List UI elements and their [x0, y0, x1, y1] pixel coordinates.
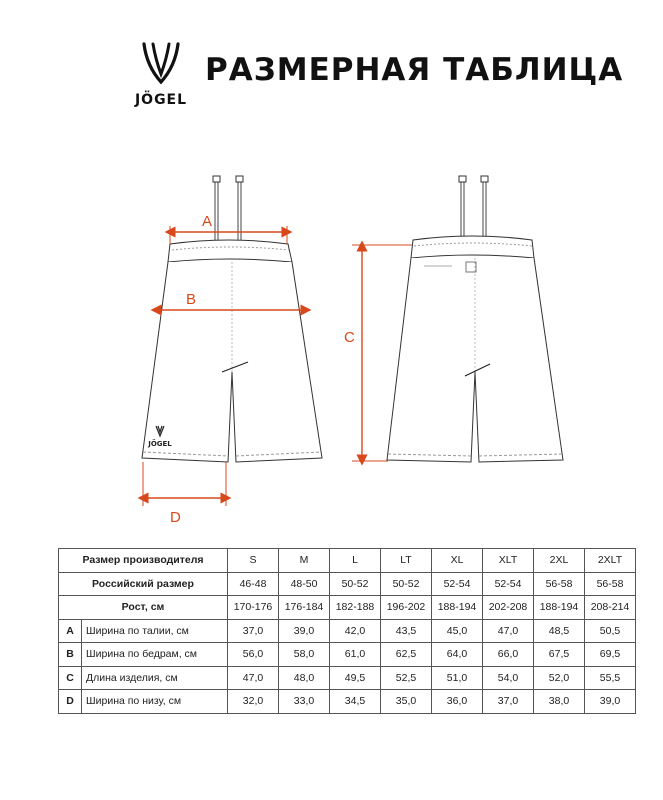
- size-header-cell: 2XLT: [585, 549, 636, 573]
- table-cell: 39,0: [279, 619, 330, 643]
- table-cell: 69,5: [585, 643, 636, 667]
- table-cell: 33,0: [279, 690, 330, 714]
- table-cell: 182-188: [330, 596, 381, 620]
- table-cell: 46-48: [228, 572, 279, 596]
- table-cell: 37,0: [228, 619, 279, 643]
- shorts-diagram: [0, 150, 663, 530]
- measure-label: Длина изделия, см: [82, 666, 228, 690]
- measure-b-label: B: [186, 291, 197, 308]
- table-cell: 66,0: [483, 643, 534, 667]
- table-cell: 43,5: [381, 619, 432, 643]
- table-cell: 38,0: [534, 690, 585, 714]
- table-cell: 56-58: [534, 572, 585, 596]
- table-cell: 47,0: [483, 619, 534, 643]
- table-cell: 196-202: [381, 596, 432, 620]
- table-cell: 56,0: [228, 643, 279, 667]
- size-header-cell: 2XL: [534, 549, 585, 573]
- row-label: Рост, см: [59, 596, 228, 620]
- brand-mark-icon: [140, 42, 182, 86]
- table-cell: 54,0: [483, 666, 534, 690]
- table-cell: 64,0: [432, 643, 483, 667]
- row-label: Российский размер: [59, 572, 228, 596]
- measure-letter: C: [59, 666, 82, 690]
- table-cell: 34,5: [330, 690, 381, 714]
- table-cell: 55,5: [585, 666, 636, 690]
- measure-letter: D: [59, 690, 82, 714]
- size-header-cell: XL: [432, 549, 483, 573]
- table-row-manufacturer-size: [59, 549, 636, 573]
- table-cell: 39,0: [585, 690, 636, 714]
- table-cell: 188-194: [432, 596, 483, 620]
- table-cell: 51,0: [432, 666, 483, 690]
- brand-logo: [126, 42, 196, 112]
- size-table: [58, 548, 636, 714]
- table-cell: 52-54: [483, 572, 534, 596]
- row-label: Размер производителя: [59, 549, 228, 573]
- size-header-cell: LT: [381, 549, 432, 573]
- table-cell: 45,0: [432, 619, 483, 643]
- table-cell: 52,0: [534, 666, 585, 690]
- table-cell: 50-52: [381, 572, 432, 596]
- shorts-front-view: [142, 176, 322, 462]
- table-cell: 52-54: [432, 572, 483, 596]
- table-cell: 208-214: [585, 596, 636, 620]
- measure-letter: A: [59, 619, 82, 643]
- brand-name: JÖGEL: [134, 92, 188, 108]
- table-cell: 170-176: [228, 596, 279, 620]
- table-row-measure-c: [59, 666, 636, 690]
- table-cell: 47,0: [228, 666, 279, 690]
- table-cell: 50-52: [330, 572, 381, 596]
- table-row-measure-a: [59, 619, 636, 643]
- measure-c-label: C: [344, 329, 355, 346]
- measure-d: [143, 462, 226, 506]
- table-row-russian-size: [59, 572, 636, 596]
- size-header-cell: XLT: [483, 549, 534, 573]
- table-cell: 36,0: [432, 690, 483, 714]
- measure-label: Ширина по талии, см: [82, 619, 228, 643]
- table-cell: 48,5: [534, 619, 585, 643]
- shorts-back-view: [387, 176, 563, 462]
- measure-letter: B: [59, 643, 82, 667]
- table-cell: 42,0: [330, 619, 381, 643]
- table-cell: 48,0: [279, 666, 330, 690]
- table-cell: 37,0: [483, 690, 534, 714]
- table-cell: 62,5: [381, 643, 432, 667]
- table-cell: 52,5: [381, 666, 432, 690]
- table-row-measure-d: [59, 690, 636, 714]
- table-cell: 49,5: [330, 666, 381, 690]
- table-cell: 56-58: [585, 572, 636, 596]
- table-cell: 188-194: [534, 596, 585, 620]
- table-cell: 61,0: [330, 643, 381, 667]
- table-row-height: [59, 596, 636, 620]
- measure-label: Ширина по низу, см: [82, 690, 228, 714]
- table-cell: 50,5: [585, 619, 636, 643]
- front-logo-text: JÖGEL: [148, 440, 172, 448]
- size-header-cell: S: [228, 549, 279, 573]
- table-row-measure-b: [59, 643, 636, 667]
- table-cell: 67,5: [534, 643, 585, 667]
- table-cell: 48-50: [279, 572, 330, 596]
- table-cell: 176-184: [279, 596, 330, 620]
- measure-a-label: A: [202, 213, 213, 230]
- measure-label: Ширина по бедрам, см: [82, 643, 228, 667]
- size-header-cell: M: [279, 549, 330, 573]
- page-title: РАЗМЕРНАЯ ТАБЛИЦА: [205, 52, 624, 88]
- measure-d-label: D: [170, 509, 181, 526]
- table-cell: 202-208: [483, 596, 534, 620]
- table-cell: 35,0: [381, 690, 432, 714]
- size-header-cell: L: [330, 549, 381, 573]
- table-cell: 32,0: [228, 690, 279, 714]
- table-cell: 58,0: [279, 643, 330, 667]
